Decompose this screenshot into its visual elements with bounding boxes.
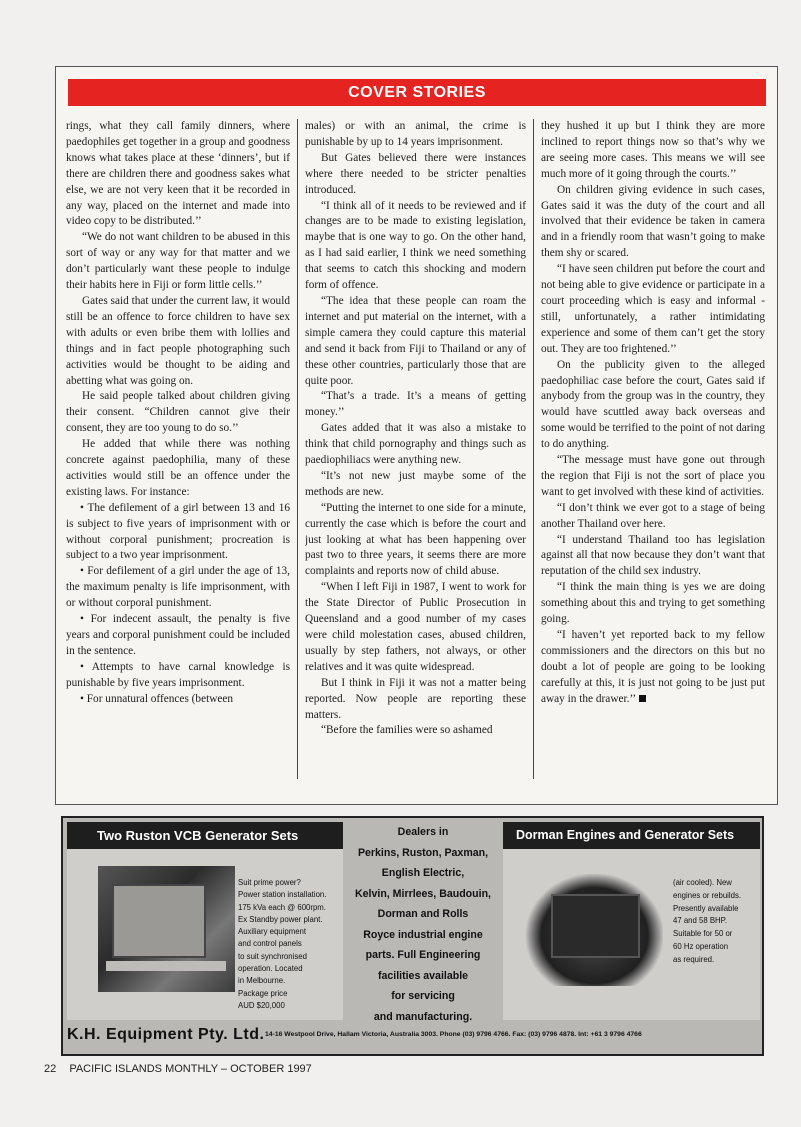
column-divider xyxy=(297,119,298,779)
ad-text-line: Dorman and Rolls xyxy=(377,908,469,920)
ad-text-line: and control panels xyxy=(238,939,302,949)
ad-panel-title: Dorman Engines and Generator Sets xyxy=(503,822,760,849)
generator-photo-detail xyxy=(112,884,206,958)
article-paragraph: Gates said that under the current law, it would still be an offence to force children to have sex with adults or even bribe them with lollies and things and in fact people photographing such activities would be thought to be aiding and abetting what was going on. xyxy=(66,294,290,387)
ad-text-line: AUD $20,000 xyxy=(238,1000,285,1010)
ad-text-line: Presently available xyxy=(673,903,739,913)
ad-panel-description xyxy=(238,877,348,1012)
ad-text-line: Perkins, Ruston, Paxman, xyxy=(357,846,489,859)
engine-photo xyxy=(526,874,663,986)
ad-dealers-block xyxy=(346,822,500,1023)
ad-text-line: Power station installation. xyxy=(238,890,327,900)
article-paragraph: “It’s not new just maybe some of the methods are new. xyxy=(305,469,526,498)
ad-text-line: Royce industrial engine xyxy=(363,928,483,941)
ad-text-line: for servicing xyxy=(391,990,455,1002)
ad-text-line: Suitable for 50 or xyxy=(673,929,733,939)
ad-text-line: English Electric, xyxy=(381,867,465,879)
ad-footer xyxy=(67,1024,760,1046)
article-paragraph: rings, what they call family dinners, where paedophiles get together in a group and goodness knows what takes place at these ‘dinners’, but if there are children there and goodness sakes what else, we are not very keen that it be recorded in any way, placed on the internet and made into video copy to be distributed.’’ xyxy=(66,120,290,228)
ad-text-line: Package price xyxy=(238,988,288,998)
generator-photo-detail xyxy=(106,961,226,971)
article-paragraph: • Attempts to have carnal knowledge is punishable by five years imprisonment. xyxy=(66,660,290,689)
article-column-2 xyxy=(305,119,526,784)
ad-panel-description xyxy=(673,877,757,967)
ad-text-line: Kelvin, Mirrlees, Baudouin, xyxy=(355,887,491,900)
engine-photo-detail xyxy=(551,894,640,958)
article-paragraph: “When I left Fiji in 1987, I went to work for the State Director of Public Prosecution in Queensland and a good number of my cases were child molestation cases, abused children, usually by step fathers, not always, or other relatives and it was quite widespread. xyxy=(305,581,526,673)
article-column-3 xyxy=(541,119,765,784)
article-paragraph: • The defilement of a girl between 13 and 16 is subject to five years of imprisonment with or without corporal punishment; procreation is subject to a two year imprisonment. xyxy=(66,501,290,562)
article-paragraph: “The message must have gone out through the region that Fiji is not the sort of place you want to get involved with these kind of activities. xyxy=(541,454,765,498)
article-paragraph: He added that while there was nothing concrete against paedophilia, many of these activities would still be an offence under the existing laws. For instance: xyxy=(66,438,290,498)
article-paragraph: “I think the main thing is yes we are doing something about this and trying to get something going. xyxy=(541,581,765,626)
ad-text-line: to suit synchronised xyxy=(238,951,307,961)
ad-text-line: 47 and 58 BHP. xyxy=(673,916,728,926)
article-paragraph: He said people talked about children giving their consent. “Children cannot give their consent, they are too young to do so.’’ xyxy=(66,390,290,435)
ad-text-line: Dealers in xyxy=(397,826,449,838)
article-paragraph: On the publicity given to the alleged paedophiliac case before the court, Gates said if anybody from the group was in the country, they would have scuttled away back overseas and some would be terrified to the point of not daring to do anything. xyxy=(541,358,765,451)
article-paragraph: “We do not want children to be abused in this sort of way or any way for that matter and we don’t particularly want these people to indulge their habits here in Fiji or form little cells.’’ xyxy=(66,231,290,292)
article-paragraph: “I haven’t yet reported back to my fellow commissioners and the directors on this but no doubt a lot of people are going to be looking carefully at this, it is just not going to be just put away in the drawer.’’ xyxy=(541,629,765,705)
ad-text-line: parts. Full Engineering xyxy=(365,949,481,961)
ad-text-line: in Melbourne. xyxy=(238,976,286,986)
ad-text-line: facilities available xyxy=(377,969,469,982)
ad-text-line: and manufacturing. xyxy=(373,1010,473,1023)
article-paragraph: they hushed it up but I think they are more inclined to report things now so that’s why we are seeing more cases. This means we will see much more of it going through the courts.’’ xyxy=(541,120,765,180)
ad-panel-dorman xyxy=(503,822,760,1020)
article-paragraph: “The idea that these people can roam the internet and put material on the internet, with a simple camera they could capture this material and send it back from Fiji to Thailand or any of these other countries, particularly those that are quite poor. xyxy=(305,294,526,387)
ad-text-line: (air cooled). New xyxy=(673,878,732,887)
article-paragraph: On children giving evidence in such cases, Gates said it was the duty of the court and all involved that their evidence be taken in camera and in a friendly room that wasn’t going to make them shy or scared. xyxy=(541,183,765,260)
advertisement xyxy=(61,816,764,1056)
page-footer xyxy=(44,1062,312,1076)
ad-text-line: Auxiliary equipment xyxy=(238,927,307,937)
article-paragraph: • For unnatural offences (between xyxy=(80,692,234,705)
article-paragraph: “That’s a trade. It’s a means of getting money.’’ xyxy=(305,390,526,419)
end-of-story-mark xyxy=(639,695,646,702)
article-paragraph: “I don’t think we ever got to a stage of being another Thailand over here. xyxy=(541,501,765,530)
generator-photo xyxy=(98,866,235,992)
article-paragraph: “I understand Thailand too has legislation against all that now because they don’t want that reputation of the child sex industry. xyxy=(541,533,765,578)
ad-text-line: 175 kVa each @ 600rpm. xyxy=(238,902,326,912)
article-paragraph: “Putting the internet to one side for a minute, currently the case which is before the court and just looking at what has been happening over past two to three years, it seems there are more complaints and reports now of child abuse. xyxy=(305,501,526,578)
article-paragraph: But Gates believed there were instances where there needed to be stricter penalties introduced. xyxy=(305,151,526,196)
ad-text-line: Ex Standby power plant. xyxy=(238,914,323,924)
article-paragraph: Gates added that it was also a mistake to think that child pornography and things such as paediophiliacs were anything new. xyxy=(305,422,526,467)
ad-text-line: operation. Located xyxy=(238,964,303,974)
article-paragraph: • For indecent assault, the penalty is five years and corporal punishment could be included in the sentence. xyxy=(66,613,290,657)
article-column-1 xyxy=(66,119,290,784)
ad-panel-ruston xyxy=(67,822,343,1020)
ad-panel-title: Two Ruston VCB Generator Sets xyxy=(67,822,343,849)
ad-contact-details: 14-16 Westpool Drive, Hallam Victoria, Australia 3003. Phone (03) 9796 4766. Fax: (03) 9796 4878. Int: +61 3 9796 4766 xyxy=(265,1031,642,1038)
section-banner: COVER STORIES xyxy=(68,79,766,106)
ad-text-line: 60 Hz operation xyxy=(673,941,729,951)
ad-text-line: as required. xyxy=(673,954,715,964)
article-paragraph: • For defilement of a girl under the age of 13, the maximum penalty is life imprisonment, with or without corporal punishment. xyxy=(66,565,290,610)
column-divider xyxy=(533,119,534,779)
article-paragraph: But I think in Fiji it was not a matter being reported. Now people are reporting these matters. xyxy=(305,676,526,721)
article-paragraph: males) or with an animal, the crime is punishable by up to 14 years imprisonment. xyxy=(305,120,526,148)
article-paragraph: “I have seen children put before the court and not being able to give evidence or participate in a court proceeding which is easy and informal - still, unfortunately, a rather intimidating experience and some of them can’t get the story out. They are too frightened.’’ xyxy=(541,263,765,355)
ad-text-line: engines or rebuilds. xyxy=(673,890,742,900)
ad-text-line: Suit prime power? xyxy=(238,878,301,887)
page-number: 22 xyxy=(44,1063,57,1075)
article-paragraph: “I think all of it needs to be reviewed and if changes are to be made to existing legislation, maybe that is one way to go. On the other hand, as I had said earlier, I think we need something that seems to catch this shocking and modern form of offence. xyxy=(305,199,526,292)
article-paragraph: “Before the families were so ashamed xyxy=(321,724,493,737)
ad-company-name: K.H. Equipment Pty. Ltd. xyxy=(67,1026,265,1043)
publication-line: PACIFIC ISLANDS MONTHLY – OCTOBER 1997 xyxy=(69,1063,312,1075)
